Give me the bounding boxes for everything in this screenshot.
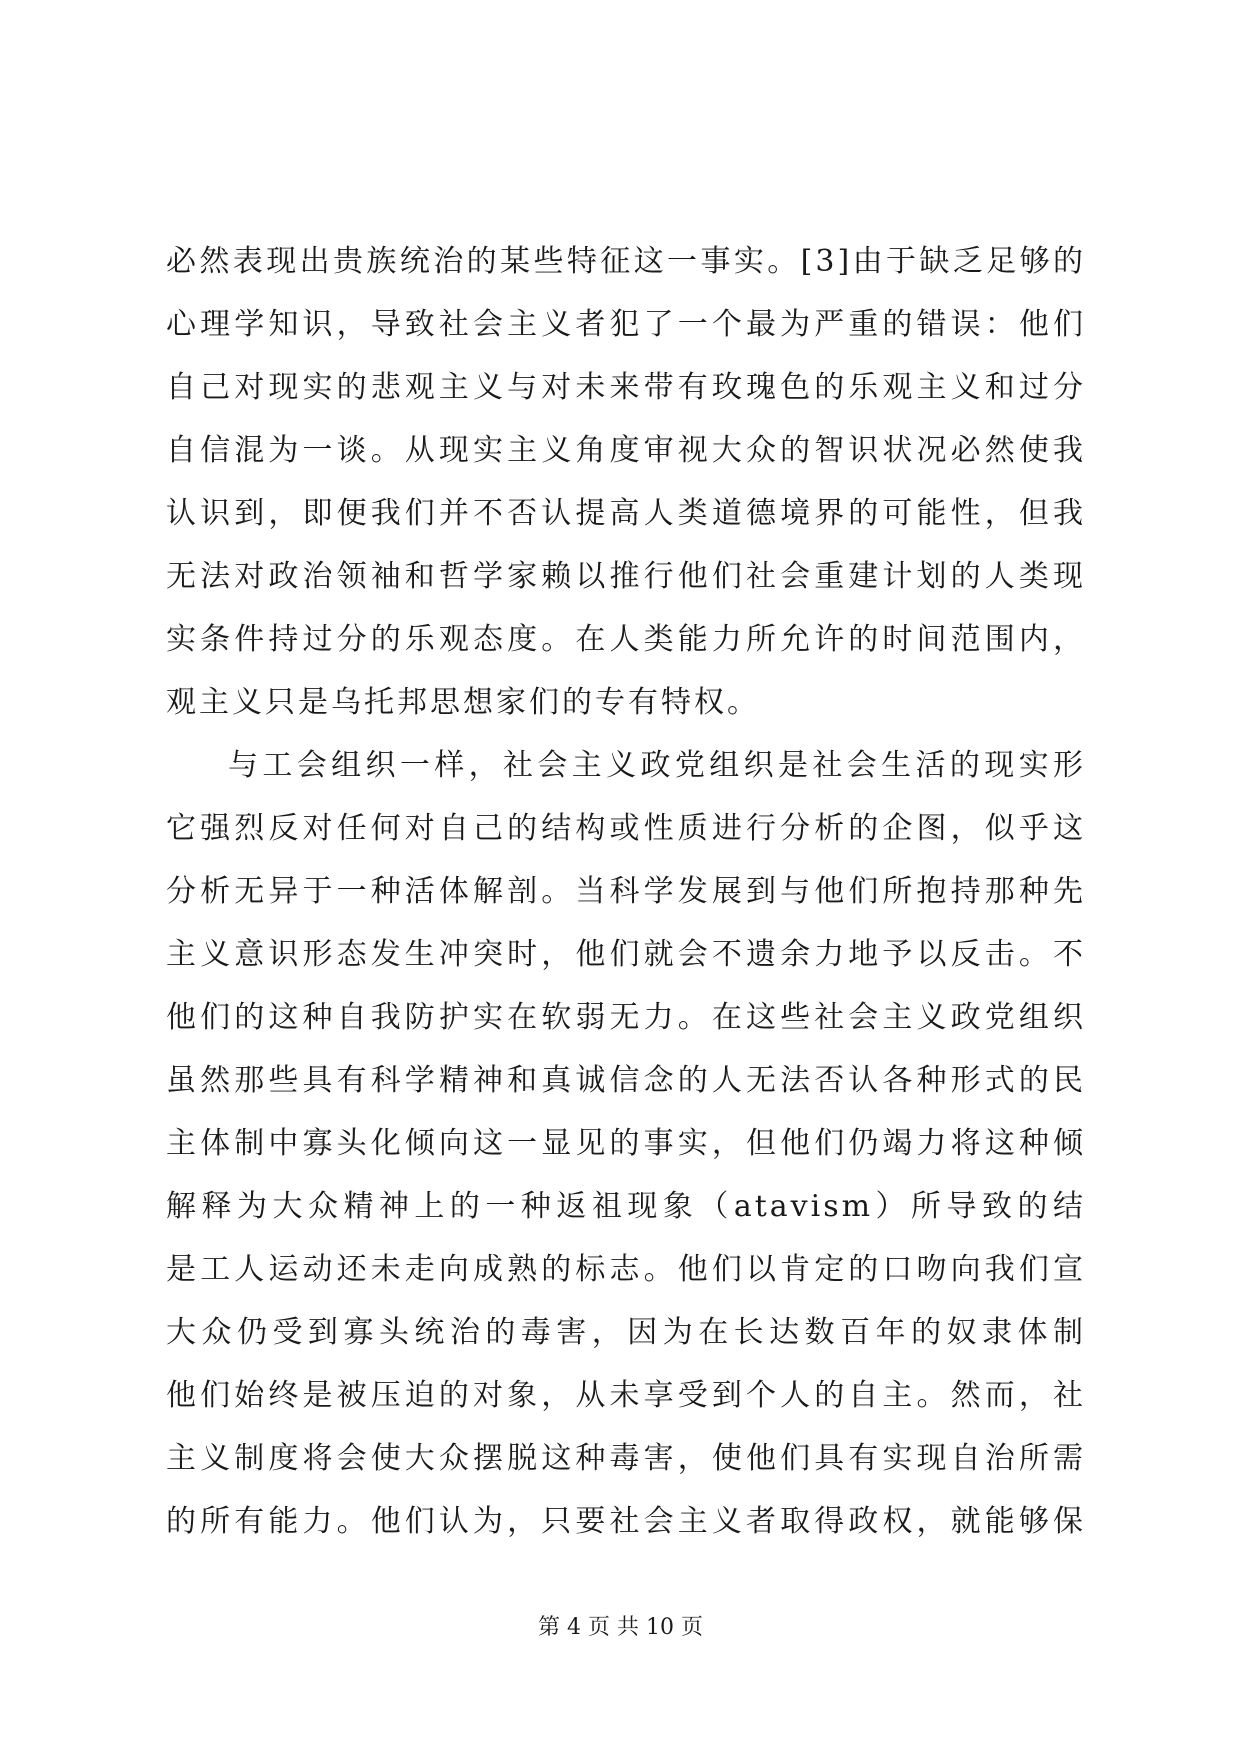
text-line: 主体制中寡头化倾向这一显见的事实，但他们仍竭力将这种倾 — [166, 1126, 1086, 1161]
text-line: 观主义只是乌托邦思想家们的专有特权。 — [166, 685, 760, 720]
page-footer — [0, 1610, 1241, 1641]
text-line: 必然表现出贵族统治的某些特征这一事实。[3]由于缺乏足够的 — [166, 244, 1086, 279]
text-line: 他们的这种自我防护实在软弱无力。在这些社会主义政党组织 — [166, 1000, 1086, 1035]
text-line: 大众仍受到寡头统治的毒害，因为在长达数百年的奴隶体制 — [166, 1315, 1086, 1350]
text-line: 实条件持过分的乐观态度。在人类能力所允许的时间范围内， — [166, 622, 1086, 657]
text-line: 解释为大众精神上的一种返祖现象（atavism）所导致的结 — [166, 1189, 1086, 1224]
page-number-label: 第 4 页 共 10 页 — [538, 1615, 703, 1640]
text-line: 自信混为一谈。从现实主义角度审视大众的智识状况必然使我 — [166, 433, 1086, 468]
paragraph-2 — [166, 734, 1086, 1553]
text-line: 它强烈反对任何对自己的结构或性质进行分析的企图，似乎这 — [166, 811, 1086, 846]
text-line: 主义制度将会使大众摆脱这种毒害，使他们具有实现自治所需 — [166, 1441, 1086, 1476]
text-line: 自己对现实的悲观主义与对未来带有玫瑰色的乐观主义和过分 — [166, 370, 1086, 405]
body-text — [166, 230, 1086, 1553]
text-line: 无法对政治领袖和哲学家赖以推行他们社会重建计划的人类现 — [166, 559, 1086, 594]
text-line: 的所有能力。他们认为，只要社会主义者取得政权，就能够保 — [166, 1504, 1086, 1539]
text-line: 是工人运动还未走向成熟的标志。他们以肯定的口吻向我们宣 — [166, 1252, 1086, 1287]
text-line: 主义意识形态发生冲突时，他们就会不遗余力地予以反击。不 — [166, 937, 1086, 972]
text-line: 虽然那些具有科学精神和真诚信念的人无法否认各种形式的民 — [166, 1063, 1086, 1098]
text-line: 分析无异于一种活体解剖。当科学发展到与他们所抱持那种先 — [166, 874, 1086, 909]
text-line: 与工会组织一样，社会主义政党组织是社会生活的现实形 — [228, 748, 1086, 783]
text-line: 他们始终是被压迫的对象，从未享受到个人的自主。然而，社 — [166, 1378, 1086, 1413]
paragraph-1 — [166, 230, 1086, 734]
text-line: 认识到，即便我们并不否认提高人类道德境界的可能性，但我 — [166, 496, 1086, 531]
text-line: 心理学知识，导致社会主义者犯了一个最为严重的错误：他们 — [166, 307, 1086, 342]
